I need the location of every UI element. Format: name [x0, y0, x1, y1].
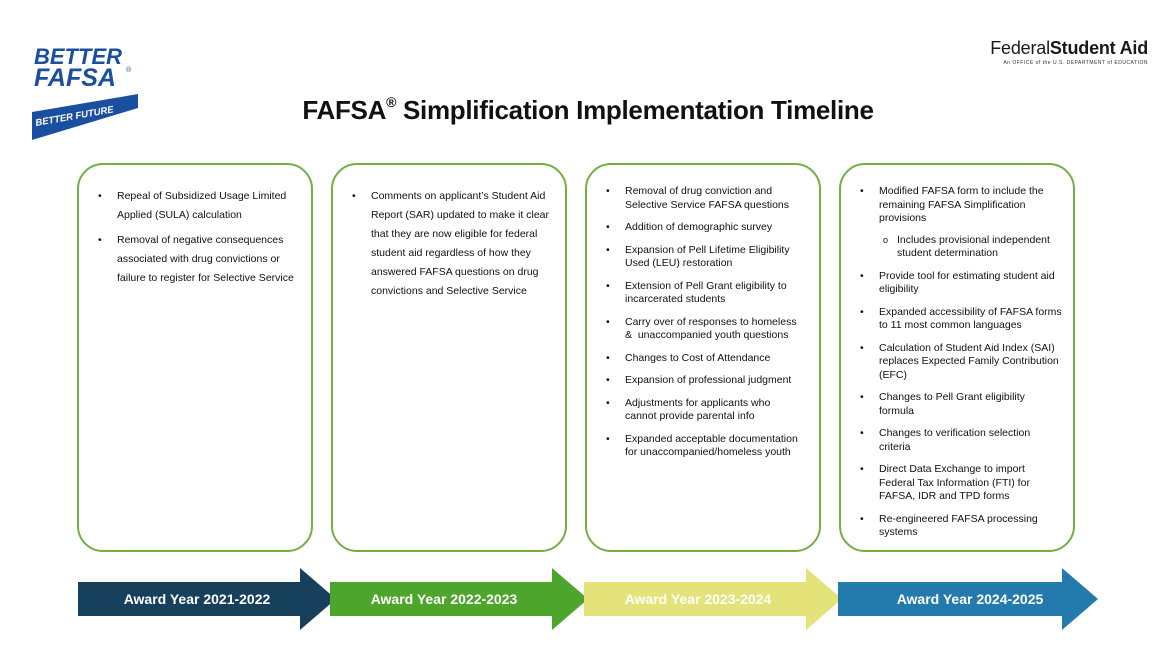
agency-name-bold: Student Aid — [1049, 38, 1148, 58]
list-item — [857, 185, 1062, 261]
title-rest: Simplification Implementation Timeline — [396, 95, 874, 125]
list-item-text: Comments on applicant’s Student Aid Report (SAR) updated to make it clear that they are now eligible for federal student aid regardless of how they answered FAFSA questions on drug convictions and Selective Service — [371, 190, 549, 297]
list-item — [349, 187, 554, 301]
bullet-icon: • — [860, 512, 864, 525]
list-item — [857, 270, 1062, 297]
list-item-text: Expansion of Pell Lifetime Eligibility Used (LEU) restoration — [625, 243, 790, 269]
title-fafsa: FAFSA — [302, 95, 387, 125]
list-item — [857, 513, 1062, 540]
sub-list-item — [879, 234, 1062, 261]
logo-line-2: FAFSA — [34, 64, 116, 92]
sub-bullet-icon: o — [883, 234, 889, 245]
timeline-arrow-2024-2025 — [838, 568, 1098, 630]
bullet-icon: • — [352, 190, 356, 202]
bullet-icon: • — [606, 396, 610, 409]
list-item — [603, 244, 803, 271]
bullet-icon: • — [606, 351, 610, 364]
bullet-icon: • — [860, 427, 864, 439]
bullet-icon: • — [606, 185, 610, 197]
list-item — [603, 397, 803, 424]
list-item — [603, 352, 803, 366]
bullet-icon: • — [860, 463, 864, 475]
list-item-text: Extension of Pell Grant eligibility to incarcerated students — [625, 279, 787, 305]
list-item — [857, 427, 1062, 454]
agency-name-light: Federal — [990, 38, 1050, 58]
list-item-text: Changes to Cost of Attendance — [625, 351, 771, 364]
list-item-text: Provide tool for estimating student aid eligibility — [879, 269, 1055, 295]
list-item-text: Expanded accessibility of FAFSA forms to 11 most common languages — [879, 305, 1062, 331]
list-item-text: Modified FAFSA form to include the remaining FAFSA Simplification provisions — [879, 185, 1044, 224]
agency-tagline: An OFFICE of the U.S. DEPARTMENT of EDUCATION — [1003, 60, 1148, 66]
timeline-card-2021-2022 — [77, 163, 313, 552]
timeline-label: Award Year 2023-2024 — [624, 591, 772, 607]
bullet-icon: • — [606, 432, 610, 445]
list-item — [603, 316, 803, 343]
list-item-text: Removal of drug conviction and Selective Service FAFSA questions — [625, 185, 789, 211]
list-item-text: Changes to verification selection criteria — [879, 427, 1031, 453]
list-item-text: Direct Data Exchange to import Federal Tax Information (FTI) for FAFSA, IDR and TPD forms — [879, 463, 1030, 502]
timeline-label: Award Year 2022-2023 — [370, 591, 518, 607]
list-item-text: Removal of negative consequences associated with drug convictions or failure to register for Selective Service — [117, 234, 294, 284]
list-item — [603, 433, 803, 460]
timeline-card-2023-2024 — [585, 163, 821, 552]
timeline-card-2024-2025 — [839, 163, 1075, 552]
logo-line-3: BETTER FUTURE — [34, 104, 115, 129]
list-item — [603, 185, 803, 212]
list-item-text: Calculation of Student Aid Index (SAI) replaces Expected Family Contribution (EFC) — [879, 341, 1059, 381]
sub-list-item-text: Includes provisional independent student determination — [897, 233, 1050, 259]
logo-registered-mark: ® — [126, 67, 132, 74]
better-fafsa-logo — [30, 42, 142, 142]
timeline-label: Award Year 2024-2025 — [896, 591, 1044, 607]
list-item — [857, 306, 1062, 333]
bullet-icon: • — [860, 269, 864, 282]
list-item-text: Adjustments for applicants who cannot provide parental info — [625, 396, 771, 422]
list-item-text: Expanded acceptable documentation for unaccompanied/homeless youth — [625, 432, 798, 458]
list-item — [603, 374, 803, 388]
list-item-text: Addition of demographic survey — [625, 221, 773, 233]
timeline-label: Award Year 2021-2022 — [123, 591, 271, 607]
list-item-text: Changes to Pell Grant eligibility formula — [879, 391, 1025, 417]
timeline-arrow-2023-2024 — [584, 568, 842, 630]
list-item-text: Carry over of responses to homeless & unaccompanied youth questions — [625, 315, 800, 341]
list-item — [857, 342, 1062, 383]
award-year-timeline — [0, 568, 1176, 630]
list-item — [95, 187, 295, 225]
list-item — [857, 463, 1062, 504]
bullet-icon: • — [860, 391, 864, 403]
list-item — [95, 231, 295, 288]
list-item — [857, 391, 1062, 418]
bullet-icon: • — [606, 221, 610, 233]
bullet-icon: • — [606, 279, 610, 292]
list-item-text: Expansion of professional judgment — [625, 374, 792, 386]
list-item — [603, 280, 803, 307]
logo-line-1: BETTER — [34, 44, 122, 69]
list-item-text: Repeal of Subsidized Usage Limited Applied (SULA) calculation — [117, 190, 287, 221]
federal-student-aid-logo — [990, 38, 1148, 66]
bullet-icon: • — [606, 374, 610, 386]
timeline-arrow-2021-2022 — [78, 568, 336, 630]
bullet-icon: • — [98, 190, 102, 202]
title-registered-mark: ® — [386, 94, 397, 111]
page-title — [0, 95, 1176, 126]
list-item-text: Re-engineered FAFSA processing systems — [879, 512, 1038, 538]
bullet-icon: • — [606, 315, 610, 328]
bullet-icon: • — [98, 234, 102, 246]
bullet-icon: • — [606, 243, 610, 256]
bullet-icon: • — [860, 305, 864, 318]
list-item — [603, 221, 803, 235]
timeline-card-2022-2023 — [331, 163, 567, 552]
timeline-arrow-2022-2023 — [330, 568, 588, 630]
bullet-icon: • — [860, 185, 864, 197]
bullet-icon: • — [860, 341, 864, 354]
